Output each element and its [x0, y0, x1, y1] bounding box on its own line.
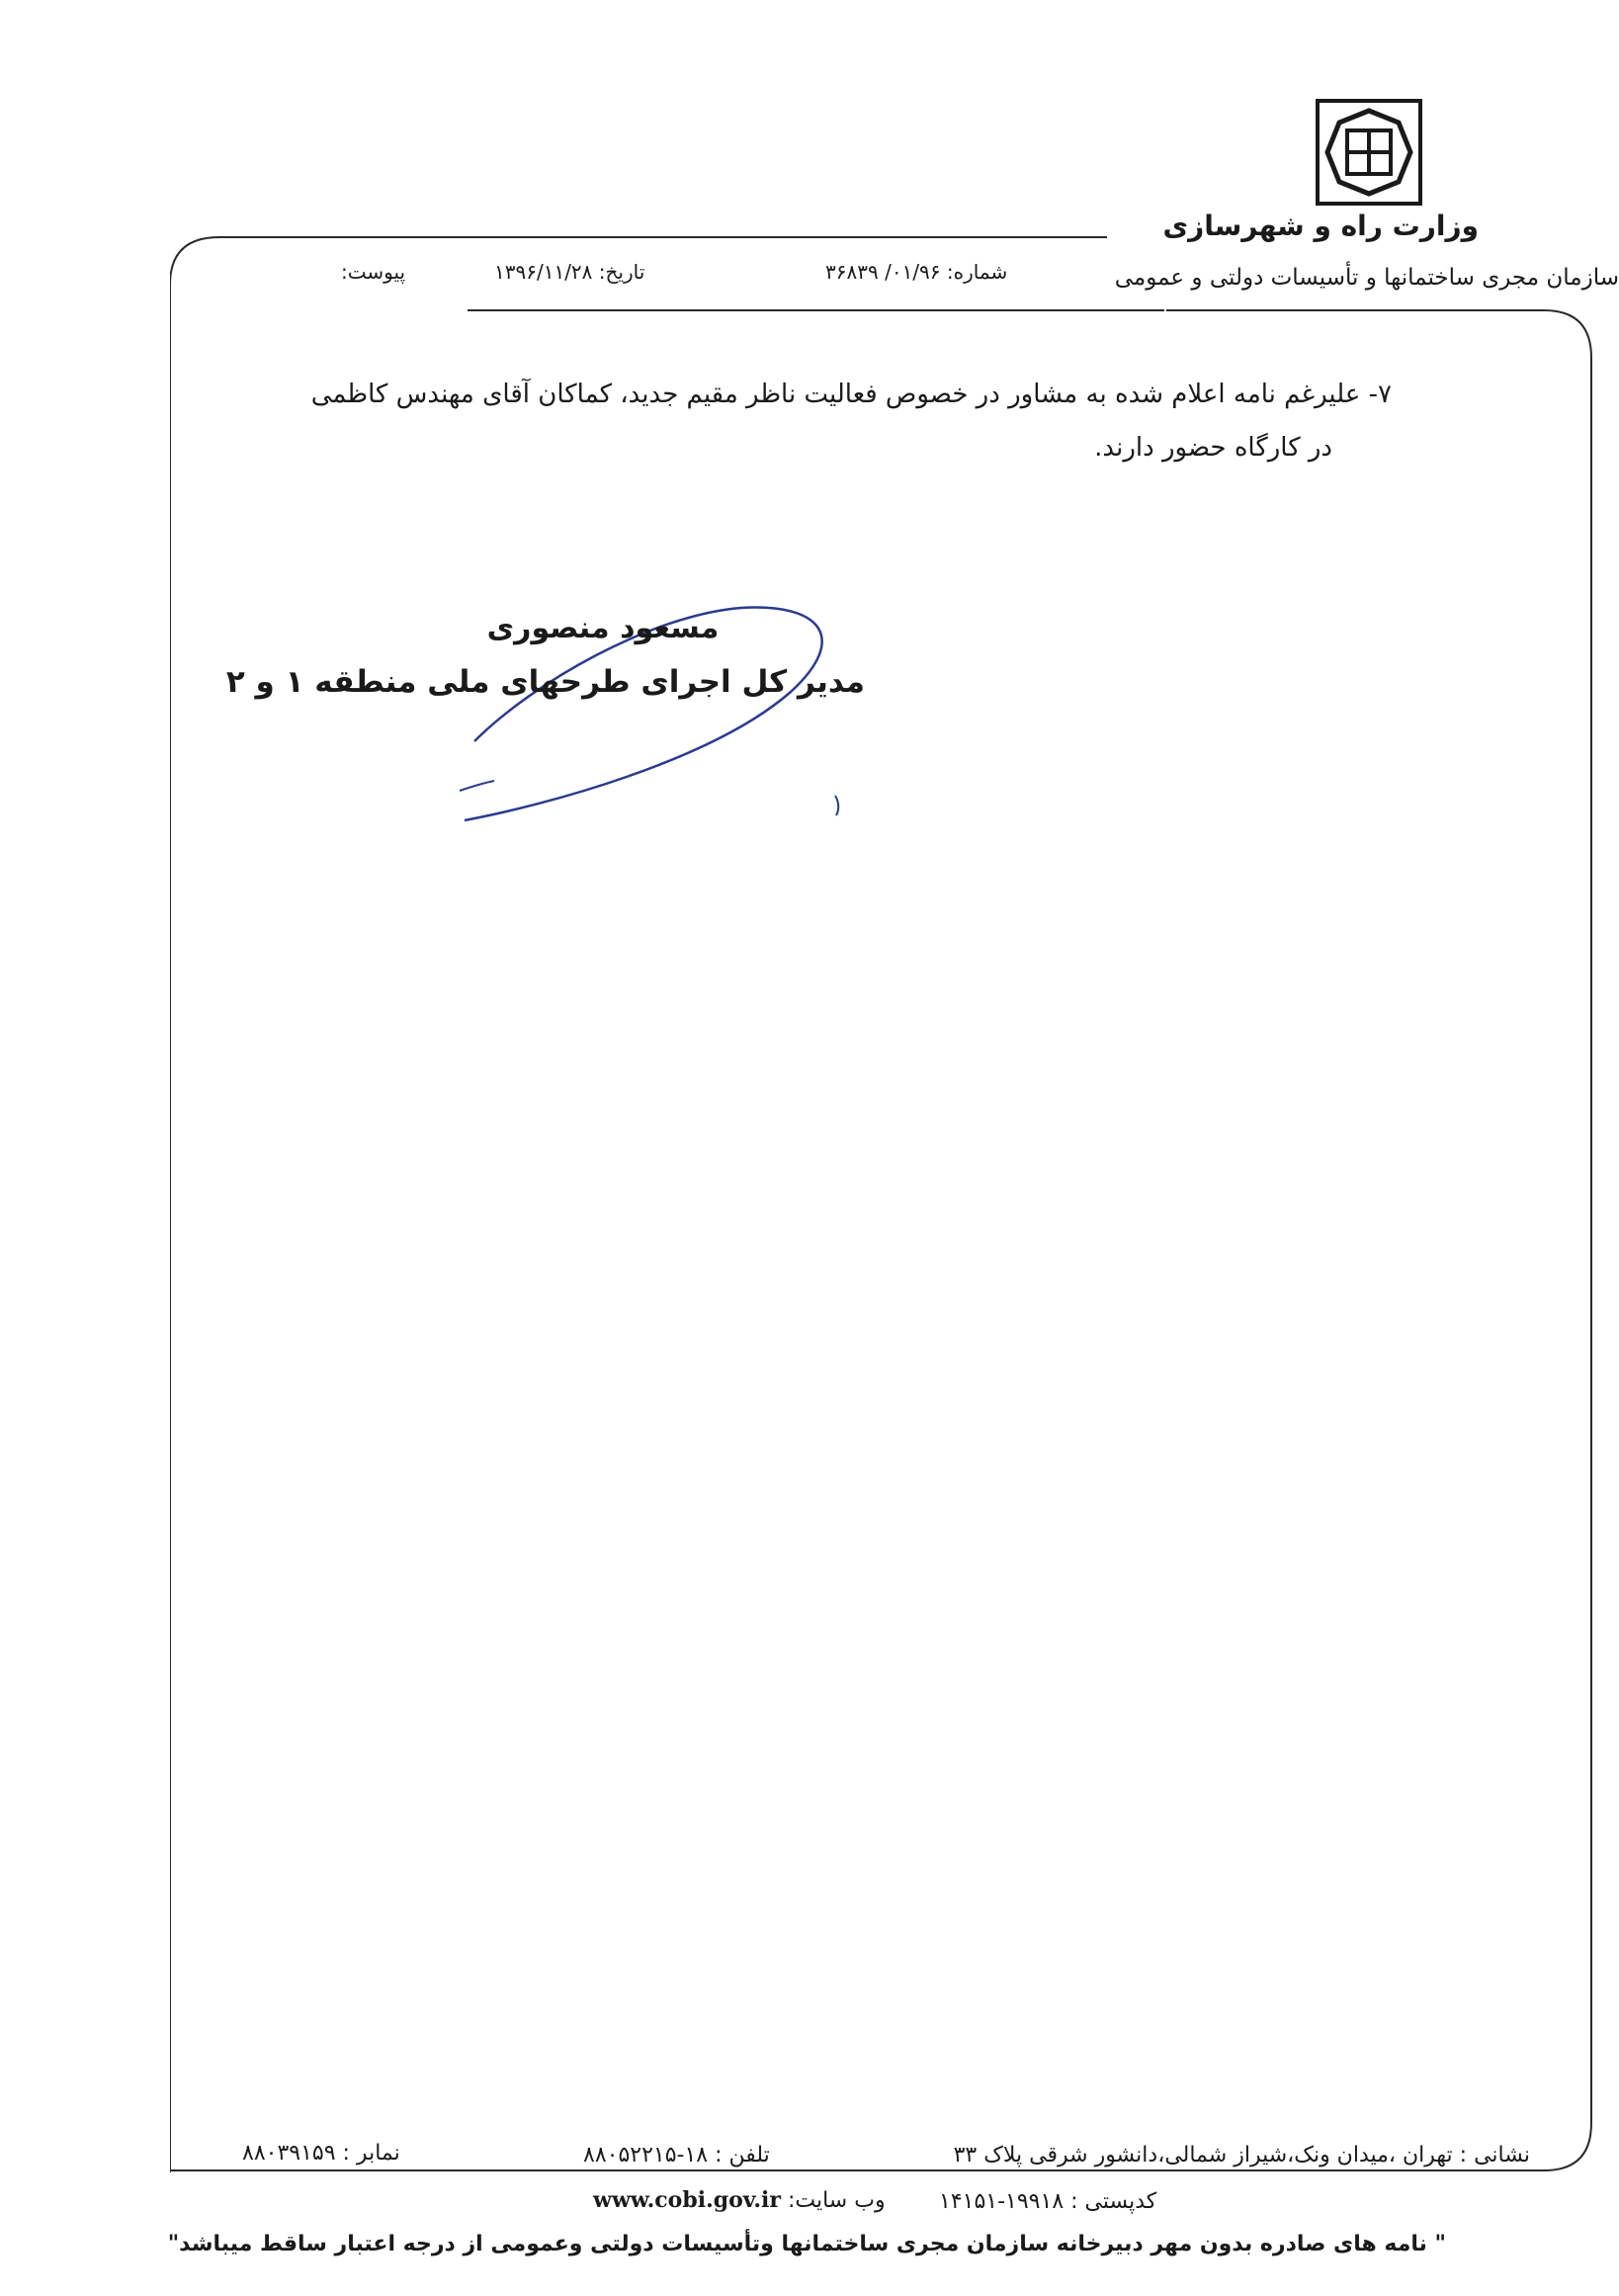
- footer-postal-code: کدپستی : ۱۹۹۱۸-۱۴۱۵۱: [939, 2189, 1157, 2214]
- footer-website-label: وب سایت:: [787, 2188, 886, 2213]
- ministry-emblem-icon: [1316, 99, 1422, 206]
- attachment-label: پیوست:: [341, 260, 406, 284]
- footer-website: [593, 2187, 886, 2213]
- letter-number-label: شماره:: [946, 260, 1008, 284]
- letter-number: [825, 260, 1007, 284]
- letter-date: [494, 260, 644, 284]
- letter-date-label: تاریخ:: [598, 260, 645, 284]
- footer-validity-notice: " نامه های صادره بدون مهر دبیرخانه سازمان مجری ساختمانها وتأسیسات دولتی وعمومی از درجه اعتبار ساقط میباشد": [167, 2232, 1446, 2256]
- footer-fax: نمابر : ۸۸۰۳۹۱۵۹: [242, 2141, 400, 2166]
- organization-name: سازمان مجری ساختمانها و تأسیسات دولتی و عمومی: [1114, 265, 1619, 291]
- footer-address: نشانی : تهران ،میدان ونک،شیراز شمالی،دانشور شرقی پلاک ۳۳: [953, 2143, 1530, 2168]
- signatory-name: مسعود منصوری: [486, 611, 720, 645]
- meta-rule: [468, 309, 1164, 311]
- footer-phone: تلفن : ۱۸-۸۸۰۵۲۲۱۵: [583, 2143, 770, 2168]
- letter-number-value: ۰۱/۹۶/ ۳۶۸۳۹: [825, 260, 941, 284]
- letter-date-value: ۱۳۹۶/۱۱/۲۸: [494, 260, 593, 284]
- paragraph-line-1: ۷- علیرغم نامه اعلام شده به مشاور در خصوص فعالیت ناظر مقیم جدید، کماکان آقای مهندس کاظمی: [310, 380, 1392, 409]
- footer-website-url[interactable]: www.cobi.gov.ir: [593, 2187, 781, 2213]
- letter-body-frame: [170, 235, 1593, 2172]
- paragraph-line-2: در کارگاه حضور دارند.: [1094, 433, 1332, 463]
- signatory-title: مدیر کل اجرای طرحهای ملی منطقه ۱ و ۲: [225, 664, 865, 700]
- ministry-name: وزارت راه و شهرسازی: [1162, 210, 1479, 242]
